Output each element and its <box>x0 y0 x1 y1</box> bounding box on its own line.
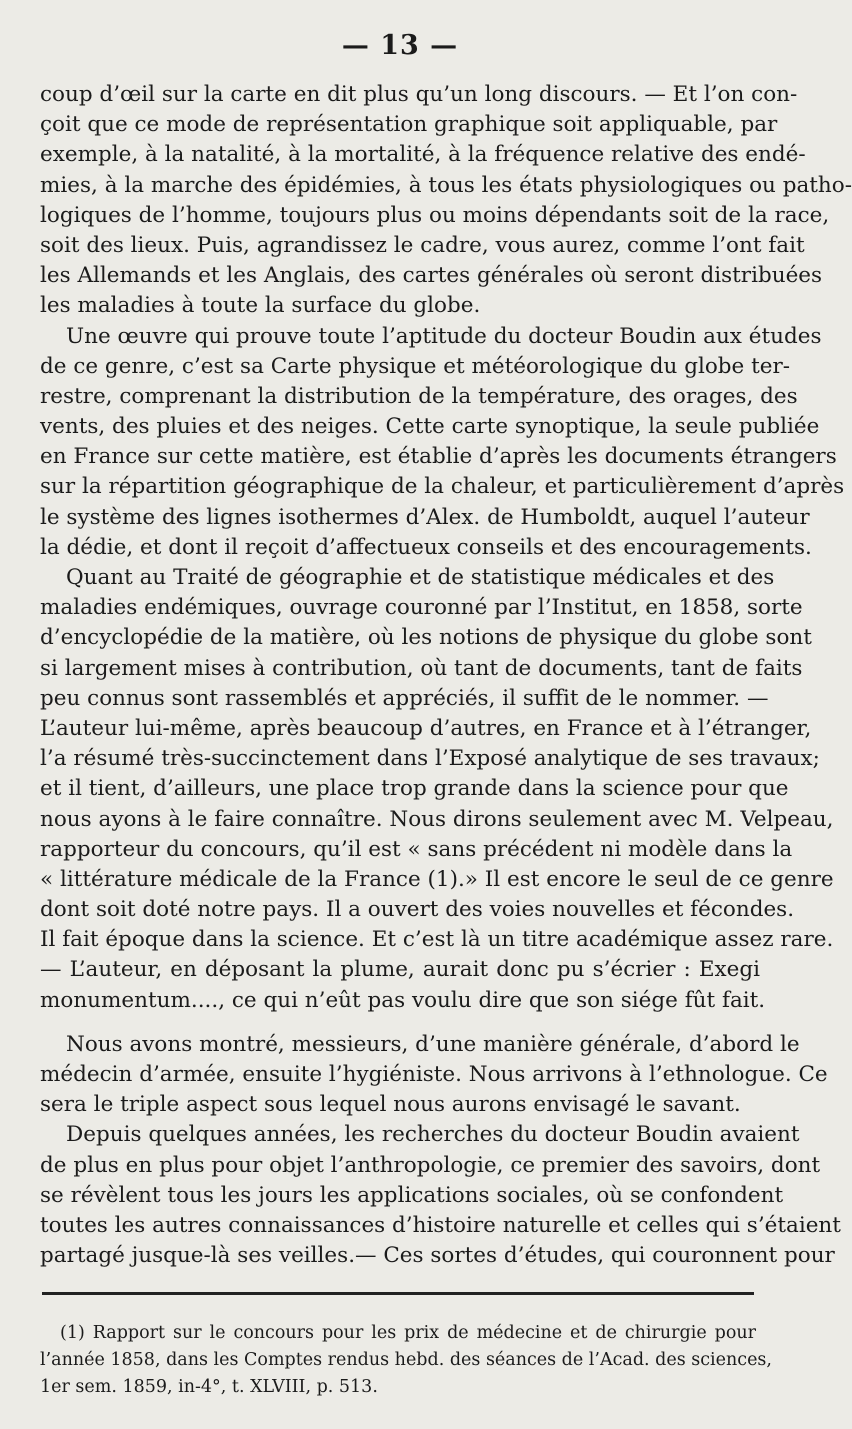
text-line: le système des lignes isothermes d’Alex. de Humboldt, auquel l’auteur <box>40 504 810 530</box>
text-line: partagé jusque-là ses veilles.— Ces sortes d’études, qui couronnent pour <box>40 1243 835 1269</box>
text-line: coup d’œil sur la carte en dit plus qu’un long discours. — Et l’on con- <box>40 82 798 107</box>
text-line: sur la répartition géographique de la chaleur, et particulièrement d’après <box>40 474 845 500</box>
text-line: nous ayons à le faire connaître. Nous dirons seulement avec M. Velpeau, <box>40 806 834 832</box>
text-line: mies, à la marche des épidémies, à tous les états physiologiques ou patho- <box>40 172 852 198</box>
text-line: les maladies à toute la surface du globe. <box>40 293 481 319</box>
text-line: et il tient, d’ailleurs, une place trop grande dans la science pour que <box>40 776 789 802</box>
text-line: toutes les autres connaissances d’histoire naturelle et celles qui s’étaient <box>40 1212 841 1238</box>
text-line: de ce genre, c’est sa Carte physique et météorologique du globe ter- <box>40 353 791 379</box>
text-line: en France sur cette matière, est établie d’après les documents étrangers <box>40 444 837 470</box>
text-line: la dédie, et dont il reçoit d’affectueux conseils et des encouragements. <box>40 534 812 560</box>
text-line: rapporteur du concours, qu’il est « sans précédent ni modèle dans la <box>40 836 793 862</box>
footnote-line: 1er sem. 1859, in-4°, t. XLVIII, p. 513. <box>40 1377 378 1397</box>
text-line: logiques de l’homme, toujours plus ou moins dépendants soit de la race, <box>40 202 830 228</box>
text-line: peu connus sont rassemblés et appréciés, il suffit de le nommer. — <box>40 685 769 711</box>
text-line: si largement mises à contribution, où tant de documents, tant de faits <box>40 655 803 681</box>
footnote <box>40 1320 772 1401</box>
text-line: Nous avons montré, messieurs, d’une manière générale, d’abord le <box>66 1031 800 1057</box>
text-line: se révèlent tous les jours les applications sociales, où se confondent <box>40 1182 784 1208</box>
text-line: l’a résumé très-succinctement dans l’Exposé analytique de ses travaux; <box>40 746 820 772</box>
body-text <box>40 80 852 1271</box>
text-line: — L’auteur, en déposant la plume, aurait donc pu s’écrier : Exegi <box>40 957 760 983</box>
text-line: Depuis quelques années, les recherches du docteur Boudin avaient <box>66 1122 800 1148</box>
text-line: L’auteur lui-même, après beaucoup d’autres, en France et à l’étranger, <box>40 715 812 741</box>
text-line: Une œuvre qui prouve toute l’aptitude du docteur Boudin aux études <box>66 323 822 349</box>
text-line: restre, comprenant la distribution de la température, des orages, des <box>40 383 798 409</box>
text-line: soit des lieux. Puis, agrandissez le cadre, vous aurez, comme l’ont fait <box>40 232 805 258</box>
text-line: de plus en plus pour objet l’anthropologie, ce premier des savoirs, dont <box>40 1152 821 1178</box>
footnote-line: (1) Rapport sur le concours pour les prix de médecine et de chirurgie pour <box>60 1323 756 1343</box>
text-line: vents, des pluies et des neiges. Cette carte synoptique, la seule publiée <box>40 414 820 440</box>
text-line: Il fait époque dans la science. Et c’est là un titre académique assez rare. <box>40 927 834 953</box>
text-line: maladies endémiques, ouvrage couronné par l’Institut, en 1858, sorte <box>40 595 803 621</box>
text-line: d’encyclopédie de la matière, où les notions de physique du globe sont <box>40 625 812 651</box>
text-line: sera le triple aspect sous lequel nous aurons envisagé le savant. <box>40 1092 741 1118</box>
text-line: exemple, à la natalité, à la mortalité, à la fréquence relative des endé- <box>40 142 806 168</box>
text-line: Quant au Traité de géographie et de statistique médicales et des <box>66 565 775 590</box>
footnote-rule <box>42 1292 754 1295</box>
text-line: les Allemands et les Anglais, des cartes générales où seront distribuées <box>40 263 823 289</box>
footnote-line: l’année 1858, dans les Comptes rendus hebd. des séances de l’Acad. des sciences, <box>40 1350 772 1370</box>
paragraph-gap <box>40 1016 760 1030</box>
text-line: çoit que ce mode de représentation graphique soit appliquable, par <box>40 112 778 138</box>
text-line: dont soit doté notre pays. Il a ouvert des voies nouvelles et fécondes. <box>40 897 795 923</box>
page-number: — 13 — <box>341 30 459 61</box>
text-line: monumentum...., ce qui n’eût pas voulu dire que son siége fût fait. <box>40 987 766 1013</box>
text-line: « littérature médicale de la France (1).» Il est encore le seul de ce genre <box>40 866 834 892</box>
text-line: médecin d’armée, ensuite l’hygiéniste. Nous arrivons à l’ethnologue. Ce <box>40 1062 828 1087</box>
